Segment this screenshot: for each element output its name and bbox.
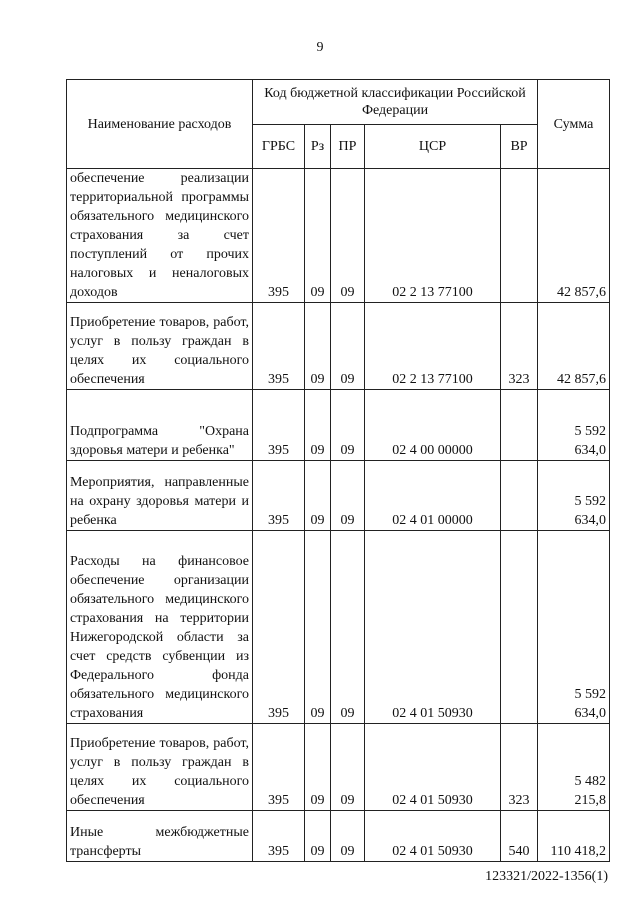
header-csr: ЦСР — [365, 124, 501, 169]
row-pr: 09 — [331, 390, 365, 461]
table-row — [67, 724, 610, 811]
row-name: Приобретение товаров, работ, услуг в пользу граждан в целях их социального обеспечения — [67, 303, 253, 390]
row-grbs: 395 — [253, 724, 305, 811]
row-sum: 5 592 634,0 — [538, 461, 610, 531]
row-grbs: 395 — [253, 169, 305, 303]
table-header-row — [67, 80, 610, 125]
row-vr: 323 — [501, 724, 538, 811]
row-vr — [501, 390, 538, 461]
row-name: Приобретение товаров, работ, услуг в пользу граждан в целях их социального обеспечения — [67, 724, 253, 811]
row-pr: 09 — [331, 169, 365, 303]
row-name: Мероприятия, направленные на охрану здоровья матери и ребенка — [67, 461, 253, 531]
row-sum: 42 857,6 — [538, 169, 610, 303]
table-row — [67, 390, 610, 461]
row-grbs: 395 — [253, 811, 305, 862]
row-csr: 02 4 01 50930 — [365, 531, 501, 724]
page-number: 9 — [316, 40, 324, 55]
row-vr — [501, 531, 538, 724]
header-name: Наименование расходов — [67, 80, 253, 169]
row-vr: 540 — [501, 811, 538, 862]
row-pr: 09 — [331, 531, 365, 724]
row-rz: 09 — [305, 531, 331, 724]
header-code-group: Код бюджетной классификации Российской Федерации — [253, 80, 538, 125]
row-sum: 110 418,2 — [538, 811, 610, 862]
row-vr — [501, 169, 538, 303]
row-rz: 09 — [305, 724, 331, 811]
row-grbs: 395 — [253, 390, 305, 461]
document-code: 123321/2022-1356(1) — [485, 869, 608, 884]
row-pr: 09 — [331, 303, 365, 390]
row-rz: 09 — [305, 811, 331, 862]
row-pr: 09 — [331, 811, 365, 862]
header-vr: ВР — [501, 124, 538, 169]
row-rz: 09 — [305, 169, 331, 303]
table-row — [67, 461, 610, 531]
row-sum: 5 592 634,0 — [538, 390, 610, 461]
header-grbs: ГРБС — [253, 124, 305, 169]
table-row — [67, 303, 610, 390]
row-vr: 323 — [501, 303, 538, 390]
row-name: Расходы на финансовое обеспечение организации обязательного медицинского страхования на территории Нижегородской области за счет средств субвенции из Федерального фонда обязательного медицинского страхования — [67, 531, 253, 724]
header-rz: Рз — [305, 124, 331, 169]
row-grbs: 395 — [253, 531, 305, 724]
row-csr: 02 4 00 00000 — [365, 390, 501, 461]
header-pr: ПР — [331, 124, 365, 169]
row-sum: 5 482 215,8 — [538, 724, 610, 811]
row-pr: 09 — [331, 724, 365, 811]
row-grbs: 395 — [253, 303, 305, 390]
row-name: Иные межбюджетные трансферты — [67, 811, 253, 862]
row-sum: 5 592 634,0 — [538, 531, 610, 724]
row-csr: 02 4 01 50930 — [365, 724, 501, 811]
table-row — [67, 531, 610, 724]
table-row — [67, 169, 610, 303]
row-pr: 09 — [331, 461, 365, 531]
row-rz: 09 — [305, 303, 331, 390]
row-grbs: 395 — [253, 461, 305, 531]
row-csr: 02 4 01 00000 — [365, 461, 501, 531]
row-rz: 09 — [305, 461, 331, 531]
row-name: Подпрограмма "Охрана здоровья матери и ребенка" — [67, 390, 253, 461]
row-name: обеспечение реализации территориальной программы обязательного медицинского страхования за счет поступлений от прочих налоговых и неналоговых доходов — [67, 169, 253, 303]
row-csr: 02 2 13 77100 — [365, 303, 501, 390]
row-vr — [501, 461, 538, 531]
row-csr: 02 2 13 77100 — [365, 169, 501, 303]
budget-table — [66, 79, 610, 862]
header-sum: Сумма — [538, 80, 610, 169]
table-row — [67, 811, 610, 862]
row-csr: 02 4 01 50930 — [365, 811, 501, 862]
row-sum: 42 857,6 — [538, 303, 610, 390]
row-rz: 09 — [305, 390, 331, 461]
